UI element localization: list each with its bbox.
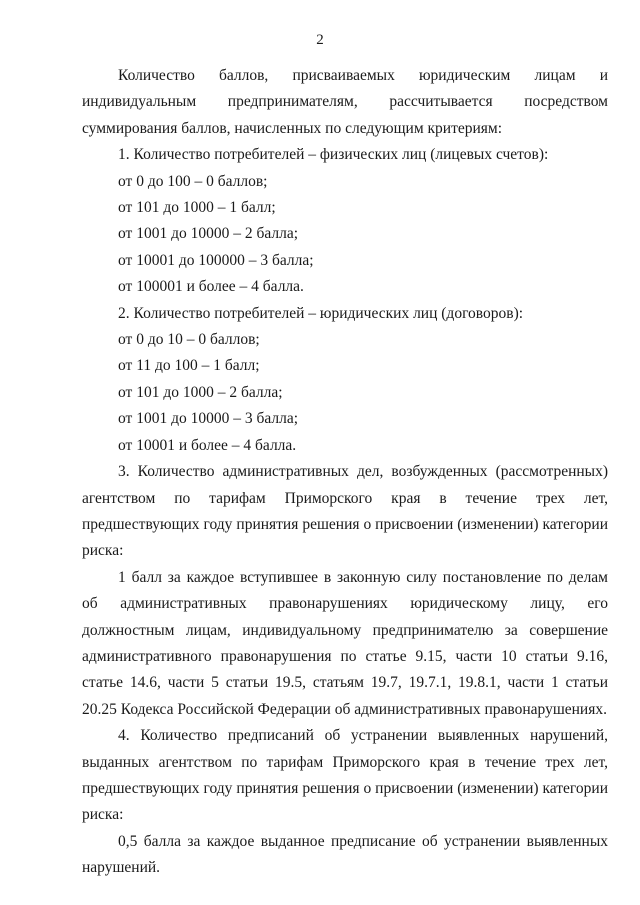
criterion-1-heading: 1. Количество потребителей – физических лиц (лицевых счетов): bbox=[118, 146, 549, 164]
document-body bbox=[82, 63, 608, 882]
criterion-4-heading: 4. Количество предписаний об устранении выявленных нарушений, выданных агентством по тарифам Приморского края в течение трех лет, предшествующих году принятия решения о присвоении (изменении) категории риска: bbox=[82, 727, 608, 824]
criterion-4-rule: 0,5 балла за каждое выданное предписание об устранении выявленных нарушений. bbox=[82, 832, 608, 877]
criterion-2-item: от 1001 до 10000 – 3 балла; bbox=[118, 410, 299, 428]
criterion-2-item: от 101 до 1000 – 2 балла; bbox=[118, 383, 283, 401]
criterion-1-item: от 101 до 1000 – 1 балл; bbox=[118, 199, 276, 217]
criterion-2-item: от 11 до 100 – 1 балл; bbox=[118, 357, 260, 375]
criterion-2-item: от 10001 и более – 4 балла. bbox=[118, 436, 297, 454]
criterion-1-item: от 10001 до 100000 – 3 балла; bbox=[118, 251, 314, 269]
criterion-1-item: от 100001 и более – 4 балла. bbox=[118, 278, 304, 296]
intro-paragraph: Количество баллов, присваиваемых юридическим лицам и индивидуальным предпринимателям, рассчитывается посредством суммирования баллов, начисленных по следующим критериям: bbox=[82, 67, 608, 137]
criterion-3-rule: 1 балл за каждое вступившее в законную силу постановление по делам об административных правонарушениях юридическому лицу, его должностным лицам, индивидуальному предпринимателю за совершение административного правонарушения по статье 9.15, части 10 статьи 9.16, статье 14.6, части 5 статьи 19.5, статьям 19.7, 19.7.1, 19.8.1, части 1 статьи 20.25 Кодекса Российской Федерации об административных правонарушениях. bbox=[82, 568, 608, 718]
criterion-3-heading: 3. Количество административных дел, возбужденных (рассмотренных) агентством по тарифам Приморского края в течение трех лет, предшествующих году принятия решения о присвоении (изменении) категории риска: bbox=[82, 463, 608, 560]
criterion-2-item: от 0 до 10 – 0 баллов; bbox=[118, 331, 260, 349]
page-number: 2 bbox=[316, 32, 324, 48]
criterion-1-item: от 1001 до 10000 – 2 балла; bbox=[118, 225, 299, 243]
criterion-1-item: от 0 до 100 – 0 баллов; bbox=[118, 172, 268, 190]
criterion-2-heading: 2. Количество потребителей – юридических лиц (договоров): bbox=[118, 304, 524, 322]
